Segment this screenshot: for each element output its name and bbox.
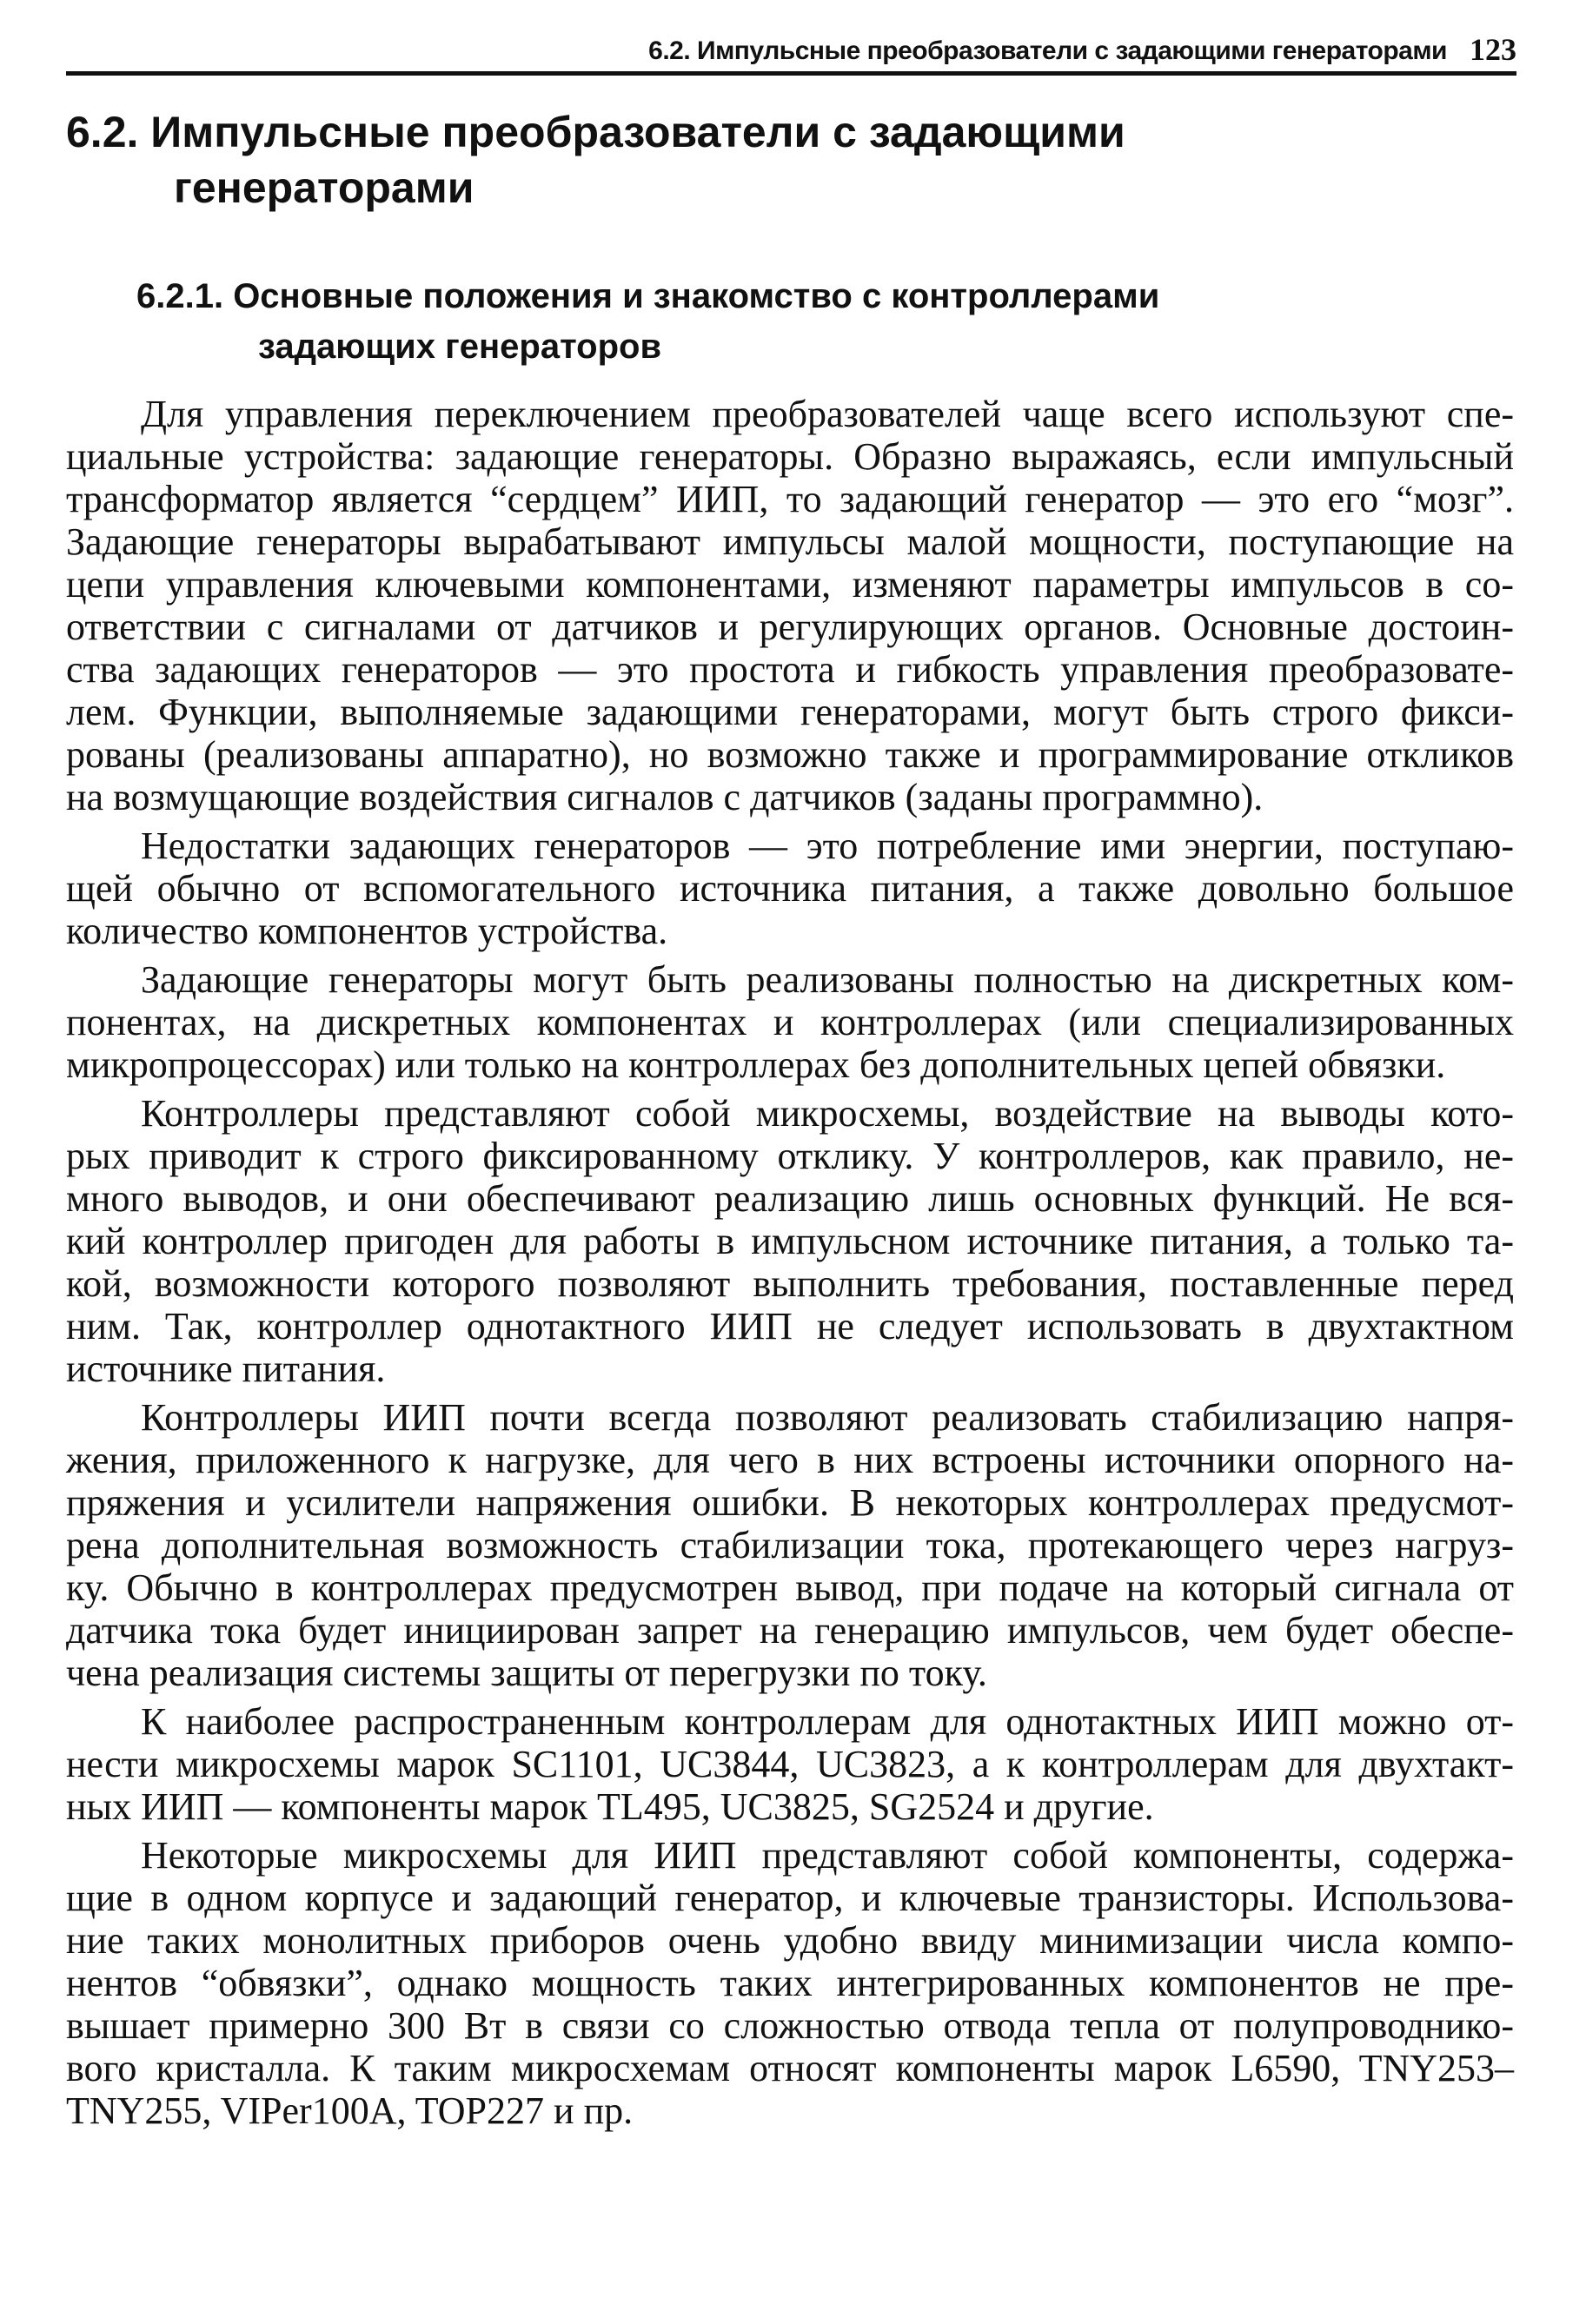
text-line: Недостатки задающих генераторов — это потребление ими энергии, поступаю- <box>141 824 1514 867</box>
paragraph <box>66 1396 1514 1694</box>
text-line: щей обычно от вспомогательного источника питания, а также довольно большое <box>66 867 1514 910</box>
text-line: чена реализация системы защиты от перегрузки по току. <box>66 1652 987 1694</box>
text-line: ства задающих генераторов — это простота и гибкость управления преобразовате- <box>66 648 1514 691</box>
text-line: на возмущающие воздействия сигналов с датчиков (заданы программно). <box>66 776 1264 818</box>
text-line: лем. Функции, выполняемые задающими генераторами, могут быть строго фикси- <box>66 691 1514 733</box>
body-text <box>66 393 1514 2138</box>
subsection-heading-line1: 6.2.1. Основные положения и знакомство с контроллерами <box>136 277 1160 315</box>
text-line: датчика тока будет инициирован запрет на генерацию импульсов, чем будет обеспе- <box>66 1609 1514 1652</box>
paragraph <box>66 393 1514 818</box>
text-line: жения, приложенного к нагрузке, для чего в них встроены источники опорного на- <box>66 1439 1514 1481</box>
subsection-heading <box>136 271 1159 372</box>
text-line: цепи управления ключевыми компонентами, изменяют параметры импульсов в со- <box>66 563 1514 606</box>
text-line: понентах, на дискретных компонентах и контроллерах (или специализированных <box>66 1001 1514 1043</box>
text-line: Контроллеры представляют собой микросхемы, воздействие на выводы кото- <box>141 1092 1514 1135</box>
paragraph <box>66 1700 1514 1828</box>
paragraph <box>66 1834 1514 2132</box>
text-line: Контроллеры ИИП почти всегда позволяют реализовать стабилизацию напря- <box>141 1396 1514 1439</box>
text-line: пряжения и усилители напряжения ошибки. В некоторых контроллерах предусмот- <box>66 1481 1514 1524</box>
subsection-heading-line2: задающих генераторов <box>258 328 662 366</box>
running-header-title: 6.2. Импульсные преобразователи с задающими генераторами <box>648 36 1447 65</box>
text-line: TNY255, VIPer100A, TOP227 и пр. <box>66 2089 634 2132</box>
section-heading-line2: генераторами <box>174 163 474 212</box>
running-header <box>66 26 1516 76</box>
text-line: рена дополнительная возможность стабилизации тока, протекающего через нагруз- <box>66 1524 1514 1566</box>
text-line: Задающие генераторы вырабатывают импульсы малой мощности, поступающие на <box>66 520 1514 563</box>
text-line: микропроцессорах) или только на контроллерах без дополнительных цепей обвязки. <box>66 1043 1446 1086</box>
text-line: ответствии с сигналами от датчиков и регулирующих органов. Основные достоин- <box>66 606 1514 648</box>
text-line: количество компонентов устройства. <box>66 910 668 952</box>
text-line: К наиболее распространенным контроллерам для однотактных ИИП можно от- <box>141 1700 1514 1743</box>
section-heading <box>66 104 1125 215</box>
text-line: Для управления переключением преобразователей чаще всего используют спе- <box>141 393 1514 435</box>
text-line: рованы (реализованы аппаратно), но возможно также и программирование откликов <box>66 733 1514 776</box>
paragraph <box>66 1092 1514 1390</box>
text-line: Некоторые микросхемы для ИИП представляют собой компоненты, содержа- <box>141 1834 1514 1877</box>
paragraph <box>66 958 1514 1086</box>
text-line: нести микросхемы марок SC1101, UC3844, UC3823, а к контроллерам для двухтакт- <box>66 1743 1514 1785</box>
text-line: источнике питания. <box>66 1347 386 1390</box>
text-line: трансформатор является “сердцем” ИИП, то задающий генератор — это его “мозг”. <box>66 478 1514 520</box>
text-line: вышает примерно 300 Вт в связи со сложностью отвода тепла от полупроводнико- <box>66 2004 1514 2047</box>
text-line: рых приводит к строго фиксированному отклику. У контроллеров, как правило, не- <box>66 1135 1514 1177</box>
text-line: ных ИИП — компоненты марок TL495, UC3825, SG2524 и другие. <box>66 1785 1154 1828</box>
text-line: циальные устройства: задающие генераторы. Образно выражаясь, если импульсный <box>66 435 1514 478</box>
text-line: ку. Обычно в контроллерах предусмотрен вывод, при подаче на который сигнала от <box>66 1566 1514 1609</box>
text-line: ним. Так, контроллер однотактного ИИП не следует использовать в двухтактном <box>66 1305 1514 1347</box>
text-line: кой, возможности которого позволяют выполнить требования, поставленные перед <box>66 1262 1514 1305</box>
text-line: много выводов, и они обеспечивают реализацию лишь основных функций. Не вся- <box>66 1177 1514 1220</box>
paragraph <box>66 824 1514 952</box>
text-line: вого кристалла. К таким микросхемам относят компоненты марок L6590, TNY253– <box>66 2047 1514 2089</box>
text-line: нентов “обвязки”, однако мощность таких интегрированных компонентов не пре- <box>66 1962 1514 2004</box>
text-line: Задающие генераторы могут быть реализованы полностью на дискретных ком- <box>141 958 1514 1001</box>
text-line: ние таких монолитных приборов очень удобно ввиду минимизации числа компо- <box>66 1919 1514 1962</box>
section-heading-line1: 6.2. Импульсные преобразователи с задающими <box>66 108 1125 156</box>
text-line: кий контроллер пригоден для работы в импульсном источнике питания, а только та- <box>66 1220 1514 1262</box>
text-line: щие в одном корпусе и задающий генератор, и ключевые транзисторы. Использова- <box>66 1877 1514 1919</box>
page-number: 123 <box>1470 32 1516 67</box>
